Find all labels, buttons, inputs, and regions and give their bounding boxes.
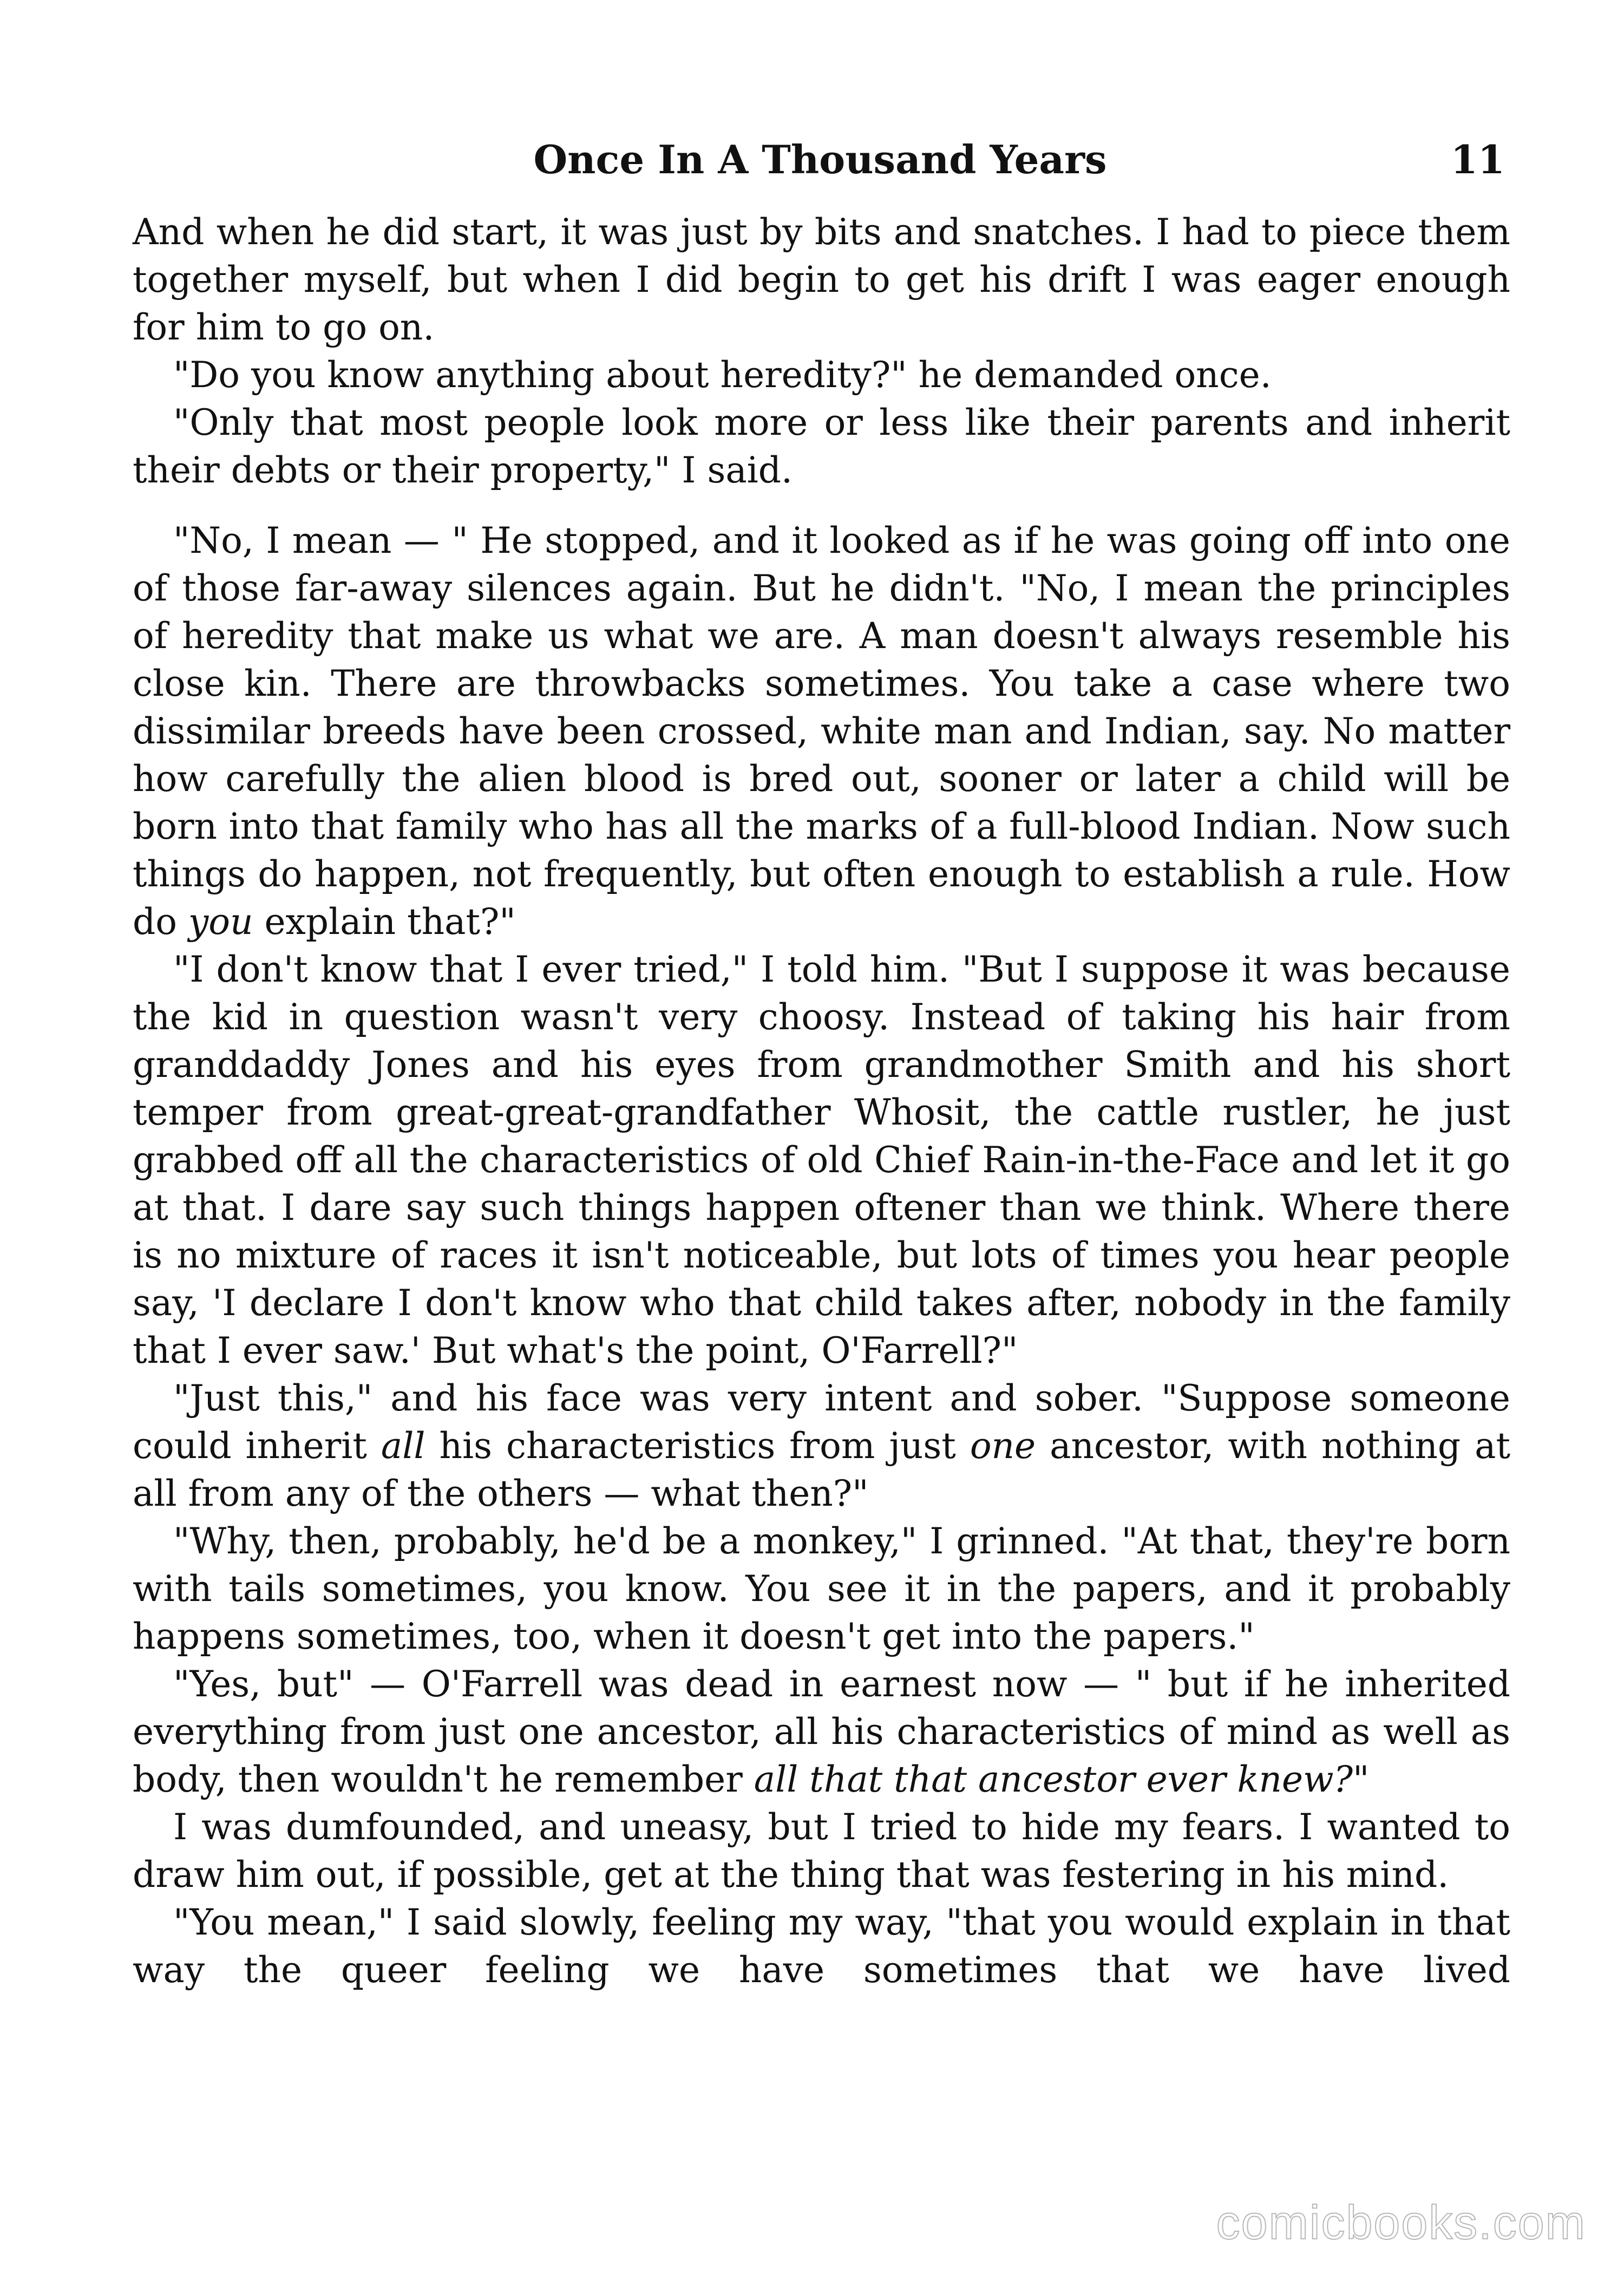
paragraph-text: "Do you know anything about heredity?" he demanded once. — [173, 354, 1272, 396]
paragraph-text: "Just this," and his face was very intent and sober. "Suppose someone could inherit — [133, 1377, 1510, 1467]
paragraph-6 — [133, 1375, 1510, 1518]
paragraph-text: I was dumfounded, and uneasy, but I tried to hide my fears. I wanted to draw him out, if possible, get at the thing that was festering in his mind. — [133, 1806, 1510, 1896]
paragraph-8 — [133, 1661, 1510, 1803]
paragraph-4 — [133, 517, 1510, 946]
emphasis-ancestor-knew: all that that ancestor ever knew?" — [754, 1759, 1370, 1800]
paragraph-text: And when he did start, it was just by bits and snatches. I had to piece them together myself, but when I did begin to get his drift I was eager enough for him to go on. — [133, 211, 1510, 348]
emphasis-one: one — [970, 1425, 1036, 1467]
paragraph-7 — [133, 1518, 1510, 1661]
paragraph-text: ancestor, with nothing at all from any of the others — what then?" — [133, 1425, 1510, 1514]
running-title: Once In A Thousand Years — [533, 136, 1107, 182]
paragraph-10 — [133, 1899, 1510, 1994]
paragraph-text: explain that?" — [253, 901, 516, 943]
paragraph-text: "You mean," I said slowly, feeling my way, "that you would explain in that way the queer feeling we have sometimes that we have lived — [133, 1901, 1510, 1991]
paragraph-text: "No, I mean — " He stopped, and it looked as if he was going off into one of those far-away silences again. But he didn't. "No, I mean the principles of heredity that make us what we are. A man doesn't always resemble his close kin. There are throwbacks sometimes. You take a case where two dissimilar breeds have been crossed, white man and Indian, say. No matter how carefully the alien blood is bred out, sooner or later a child will be born into that family who has all the marks of a full-blood Indian. Now such things do happen, not frequently, but often enough to establish a rule. How do — [133, 520, 1510, 943]
body-text — [133, 208, 1510, 1994]
emphasis-all: all — [381, 1425, 425, 1467]
paragraph-3 — [133, 399, 1510, 494]
page-number: 11 — [1450, 136, 1505, 182]
paragraph-1 — [133, 208, 1510, 351]
paragraph-text: "Yes, but" — O'Farrell was dead in earnest now — " but if he inherited everything from just one ancestor, all his characteristics of mind as well as body, then wouldn't he remember — [133, 1663, 1510, 1800]
paragraph-9 — [133, 1803, 1510, 1899]
running-header — [135, 133, 1505, 187]
site-watermark: comicbooks.com — [1216, 2195, 1586, 2249]
paragraph-2 — [133, 351, 1510, 399]
paragraph-text: "Only that most people look more or less like their parents and inherit their debts or their property," I said. — [133, 402, 1510, 491]
paragraph-text: "I don't know that I ever tried," I told him. "But I suppose it was because the kid in question wasn't very choosy. Instead of taking his hair from granddaddy Jones and his eyes from grandmother Smith and his short temper from great-great-grandfather Whosit, the cattle rustler, he just grabbed off all the characteristics of old Chief Rain-in-the-Face and let it go at that. I dare say such things happen oftener than we think. Where there is no mixture of races it isn't noticeable, but lots of times you hear people say, 'I declare I don't know who that child takes after, nobody in the family that I ever saw.' But what's the point, O'Farrell?" — [133, 949, 1510, 1371]
paragraph-text: "Why, then, probably, he'd be a monkey," I grinned. "At that, they're born with tails sometimes, you know. You see it in the papers, and it probably happens sometimes, too, when it doesn't get into the papers." — [133, 1520, 1510, 1657]
emphasis-you: you — [188, 901, 253, 943]
paragraph-text: his characteristics from just — [425, 1425, 970, 1467]
paragraph-5 — [133, 946, 1510, 1375]
